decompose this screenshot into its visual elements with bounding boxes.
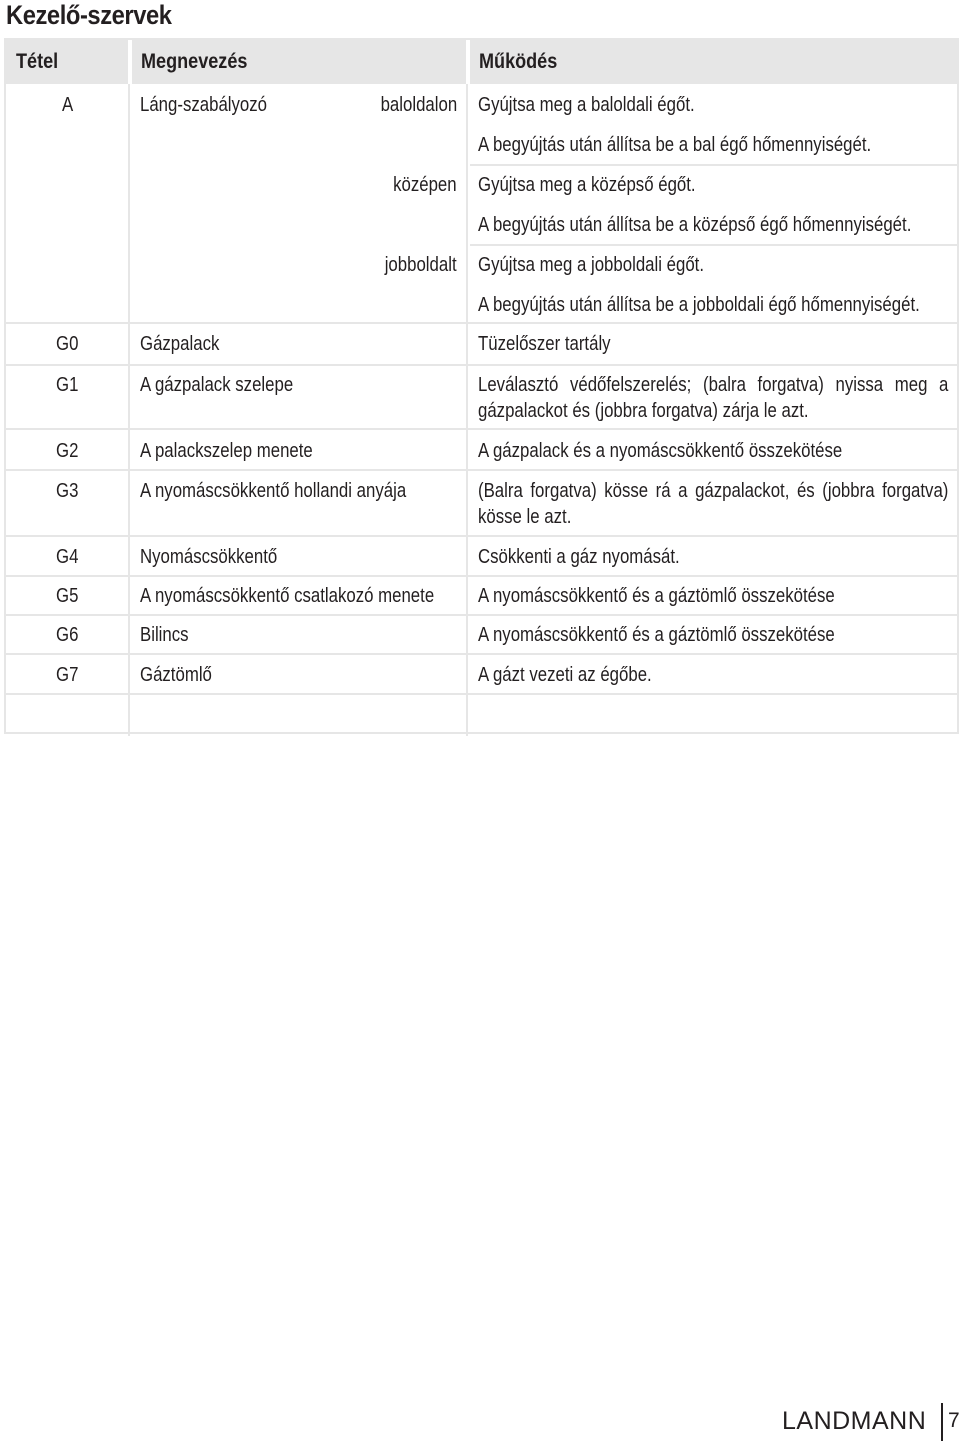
row-a-sub2-line2: A begyújtás után állítsa be a középső égő hőmennyiségét.: [478, 214, 912, 236]
row-a-sub-jobboldalt: jobboldalt: [385, 254, 457, 276]
row-g6-code: G6: [56, 624, 79, 646]
row-g1-code: G1: [56, 374, 79, 396]
row-g4-function: Csökkenti a gáz nyomását.: [478, 546, 680, 568]
page-number: 7: [948, 1409, 960, 1432]
row-g2-code: G2: [56, 440, 79, 462]
row-divider: [6, 428, 957, 430]
row-g7-name: Gáztömlő: [140, 664, 212, 686]
row-divider: [6, 575, 957, 577]
row-divider: [6, 693, 957, 695]
row-g3-function: (Balra forgatva) kösse rá a gázpalackot, és (jobbra forgatva) kösse le azt.: [478, 480, 949, 528]
row-a-sub-baloldalon: baloldalon: [380, 94, 457, 116]
row-g6-function: A nyomáscsökkentő és a gáztömlő összekötése: [478, 624, 835, 646]
row-g4-code: G4: [56, 546, 79, 568]
row-g2-name: A palackszelep menete: [140, 440, 313, 462]
column-divider: [466, 84, 468, 736]
row-divider: [6, 614, 957, 616]
row-g0-function: Tüzelőszer tartály: [478, 333, 611, 355]
row-a-code: A: [62, 94, 74, 116]
header-mukodes: Működés: [470, 40, 957, 84]
row-g6-name: Bilincs: [140, 624, 189, 646]
row-a-sub-kozepen: középen: [393, 174, 457, 196]
page-title: Kezelő-szervek: [6, 0, 172, 30]
row-divider: [6, 535, 957, 537]
row-divider: [6, 364, 957, 366]
row-g3-code: G3: [56, 480, 79, 502]
row-g5-name: A nyomáscsökkentő csatlakozó menete: [140, 585, 435, 607]
row-g4-name: Nyomáscsökkentő: [140, 546, 278, 568]
row-g5-code: G5: [56, 585, 79, 607]
row-g1-name: A gázpalack szelepe: [140, 374, 294, 396]
row-a-sub1-line2: A begyújtás után állítsa be a bal égő hőmennyiségét.: [478, 134, 872, 156]
row-a-sub3-line2: A begyújtás után állítsa be a jobboldali égő hőmennyiségét.: [478, 294, 920, 316]
row-g5-function: A nyomáscsökkentő és a gáztömlő összekötése: [478, 585, 835, 607]
row-a-sub1-line1: Gyújtsa meg a baloldali égőt.: [478, 94, 695, 116]
row-a-name: Láng-szabályozó: [140, 94, 268, 116]
row-divider: [6, 653, 957, 655]
row-a-sub3-line1: Gyújtsa meg a jobboldali égőt.: [478, 254, 705, 276]
row-g0-code: G0: [56, 333, 79, 355]
row-g1-function: Leválasztó védőfelszerelés; (balra forgatva) nyissa meg a gázpalackot és (jobbra forgatva) zárja le azt.: [478, 374, 949, 422]
row-g7-code: G7: [56, 664, 79, 686]
row-divider: [470, 164, 957, 166]
row-divider: [470, 244, 957, 246]
row-g7-function: A gázt vezeti az égőbe.: [478, 664, 652, 686]
row-divider: [6, 469, 957, 471]
row-divider: [6, 322, 957, 324]
row-g0-name: Gázpalack: [140, 333, 220, 355]
brand-logo: LANDMANN: [782, 1407, 927, 1435]
header-megnevezes: Megnevezés: [132, 40, 466, 84]
row-g3-name: A nyomáscsökkentő hollandi anyája: [140, 480, 407, 502]
row-g2-function: A gázpalack és a nyomáscsökkentő összekötése: [478, 440, 843, 462]
brand-divider: [941, 1403, 943, 1441]
row-a-sub2-line1: Gyújtsa meg a középső égőt.: [478, 174, 696, 196]
header-tetel: Tétel: [6, 40, 128, 84]
column-divider: [128, 84, 130, 736]
